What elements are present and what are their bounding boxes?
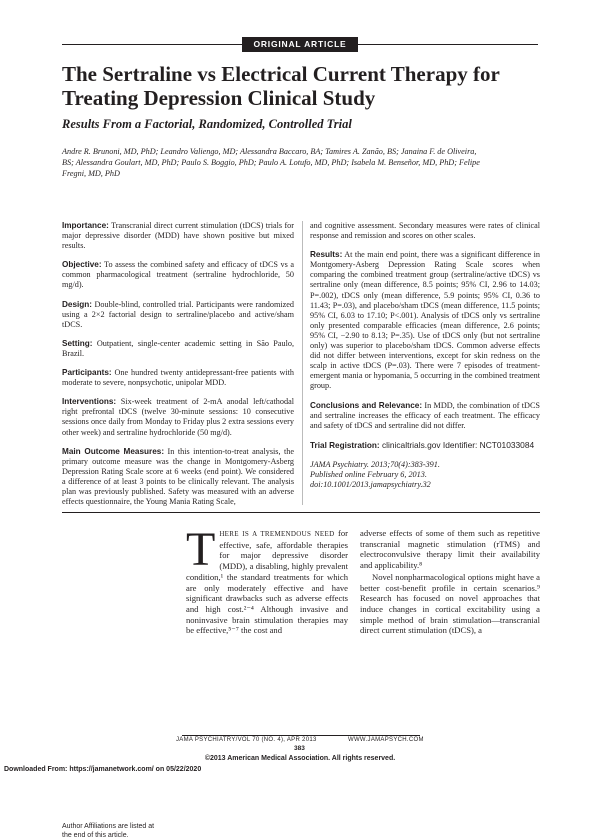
abstract-right-column — [310, 221, 540, 490]
section-text: In this intention-to-treat analysis, the primary outcome measure was the change in Montgomery-Asberg Depression Rating Scale score at 6 weeks (end point). We considered a difference of at least 3 points to be clinically relevant. The analysis plan was previously published. Safety was measured with an adverse effects questionnaire, the Young Mania Rating Scale, — [62, 446, 295, 507]
section-text: To assess the combined safety and efficacy of tDCS vs a common pharmacological treatment (sertraline hydrochloride, 50 mg/d). — [62, 260, 294, 290]
body-paragraph: adverse effects of some of them such as repetitive transcranial magnetic stimulation (rTMS) and electroconvulsive therapy limit their availability and applicability.⁸ — [360, 528, 540, 571]
section-heading: Interventions: — [62, 397, 117, 407]
abstract — [62, 221, 540, 506]
page-number: 383 — [294, 745, 305, 752]
author-affiliations-note: Author Affiliations are listed at the end of this article. — [62, 823, 155, 839]
author-list: Andre R. Brunoni, MD, PhD; Leandro Valiengo, MD; Alessandra Baccaro, BA; Tamires A. Zanão, BS; Janaina F. de Oliveira, BS; Alessandra Goulart, MD, PhD; Paulo S. Boggio, PhD; Paulo A. Lotufo, MD, PhD; Isabela M. Benseñor, MD, PhD; Felipe Fregni, MD, PhD — [62, 147, 480, 179]
drop-cap: T — [186, 523, 216, 576]
abstract-participants — [62, 368, 294, 388]
body-paragraph: Novel nonpharmacological options might have a better cost-benefit profile in certain scenarios.⁹ Research has focused on novel approaches that induce changes in cortical excitability using a simple method of brain stimulation—transcranial direct current stimulation (tDCS), a — [360, 571, 540, 636]
citation-published: Published online February 6, 2013. — [310, 469, 427, 479]
abstract-design — [62, 300, 294, 330]
lead-in: HERE IS A TREMENDOUS NEED — [219, 530, 335, 538]
section-text: At the main end point, there was a significant difference in Montgomery-Asberg Depression Rating Scale scores when comparing the combined treatment group (sertraline/active tDCS) vs sertraline only (mean difference, 8.5 points; 95% CI, 2.96 to 14.03; P=.002), tDCS only (mean difference, 5.9 points; 95% CI, 0.36 to 11.43; P=.03), and placebo/sham tDCS (mean difference, 11.5 points; 95% CI, 6.03 to 17.10; P<.001). Analysis of tDCS only vs sertraline only presented comparable efficacies (mean difference, 2.6 points; 95% CI, −2.90 to 8.13; P=.35). Use of tDCS only (but not sertraline only) was superior to placebo/sham tDCS. Common adverse effects did not differ between interventions, except for skin redness on the scalp in active tDCS (P=.03). There were 7 episodes of treatment-emergent mania or hypomania, 5 occurring in the combined treatment group. — [310, 250, 540, 391]
abstract-interventions — [62, 397, 294, 437]
section-text: One hundred twenty antidepressant-free patients with moderate to severe, nonpsychotic, unipolar MDD. — [62, 368, 294, 388]
section-text: clinicaltrials.gov Identifier: NCT01033084 — [381, 439, 535, 450]
abstract-setting — [62, 339, 294, 359]
section-heading: Results: — [310, 250, 343, 260]
abstract-importance — [62, 221, 294, 251]
citation-journal: JAMA Psychiatry. 2013;70(4):383-391. — [310, 459, 440, 469]
copyright-line: ©2013 American Medical Association. All rights reserved. — [204, 755, 396, 762]
article-type-badge: ORIGINAL ARTICLE — [242, 37, 358, 52]
citation — [310, 460, 540, 490]
column-divider — [302, 221, 303, 505]
section-heading: Conclusions and Relevance: — [310, 400, 423, 410]
abstract-results — [310, 250, 540, 391]
section-text: Transcranial direct current stimulation (tDCS) trials for major depressive disorder (MDD) have shown positive but mixed results. — [62, 221, 294, 251]
section-heading: Design: — [62, 299, 93, 309]
footer-rule — [182, 735, 420, 736]
section-text: Outpatient, single-center academic setting in São Paulo, Brazil. — [62, 338, 295, 358]
citation-doi: doi:10.1001/2013.jamapsychiatry.32 — [310, 479, 431, 489]
trial-registration — [310, 440, 540, 451]
footer-website: WWW.JAMAPSYCH.COM — [348, 737, 424, 743]
section-text: In MDD, the combination of tDCS and sertraline increases the efficacy of each treatment. The efficacy and safety of tDCS and sertraline did not differ. — [310, 400, 540, 430]
article-title: The Sertraline vs Electrical Current Therapy for Treating Depression Clinical Study — [62, 62, 500, 110]
section-text: Six-week treatment of 2-mA anodal left/cathodal right prefrontal tDCS (twelve 30-minute sessions: 10 consecutive sessions once daily from Monday to Friday plus 2 extra sessions every other week) and sertraline hydrochloride (50 mg/d). — [62, 397, 294, 437]
abstract-conclusions — [310, 401, 540, 431]
abstract-objective — [62, 260, 294, 290]
section-heading: Participants: — [62, 368, 112, 378]
section-heading: Main Outcome Measures: — [62, 446, 165, 456]
body-paragraph: for effective, safe, affordable therapies for major depressive disorder (MDD), a disabling, highly prevalent condition,¹ the standard treatments for which are only moderately effective and have significant drawbacks such as adverse effects and high cost.²⁻⁴ Although invasive and noninvasive brain stimulation therapies may be effective,⁵⁻⁷ the cost and — [186, 528, 348, 636]
section-heading: Importance: — [62, 221, 109, 230]
abstract-outcome-continued: and cognitive assessment. Secondary measures were rates of clinical response and remission and scores on other scales. — [310, 221, 540, 241]
section-text: Double-blind, controlled trial. Participants were randomized using a 2×2 factorial design to sertraline/placebo and active/sham tDCS. — [62, 299, 294, 329]
body-column-2 — [360, 528, 540, 636]
abstract-outcome — [62, 447, 294, 508]
section-heading: Trial Registration: — [310, 440, 380, 450]
article-subtitle: Results From a Factorial, Randomized, Controlled Trial — [62, 117, 352, 131]
section-heading: Setting: — [62, 338, 93, 348]
abstract-bottom-rule — [62, 512, 540, 513]
body-column-1 — [186, 523, 348, 636]
footer-journal: JAMA PSYCHIATRY/VOL 70 (NO. 4), APR 2013 — [176, 737, 317, 743]
section-heading: Objective: — [62, 260, 102, 270]
abstract-left-column — [62, 221, 294, 516]
download-stamp: Downloaded From: https://jamanetwork.com/ on 05/22/2020 — [4, 766, 202, 773]
